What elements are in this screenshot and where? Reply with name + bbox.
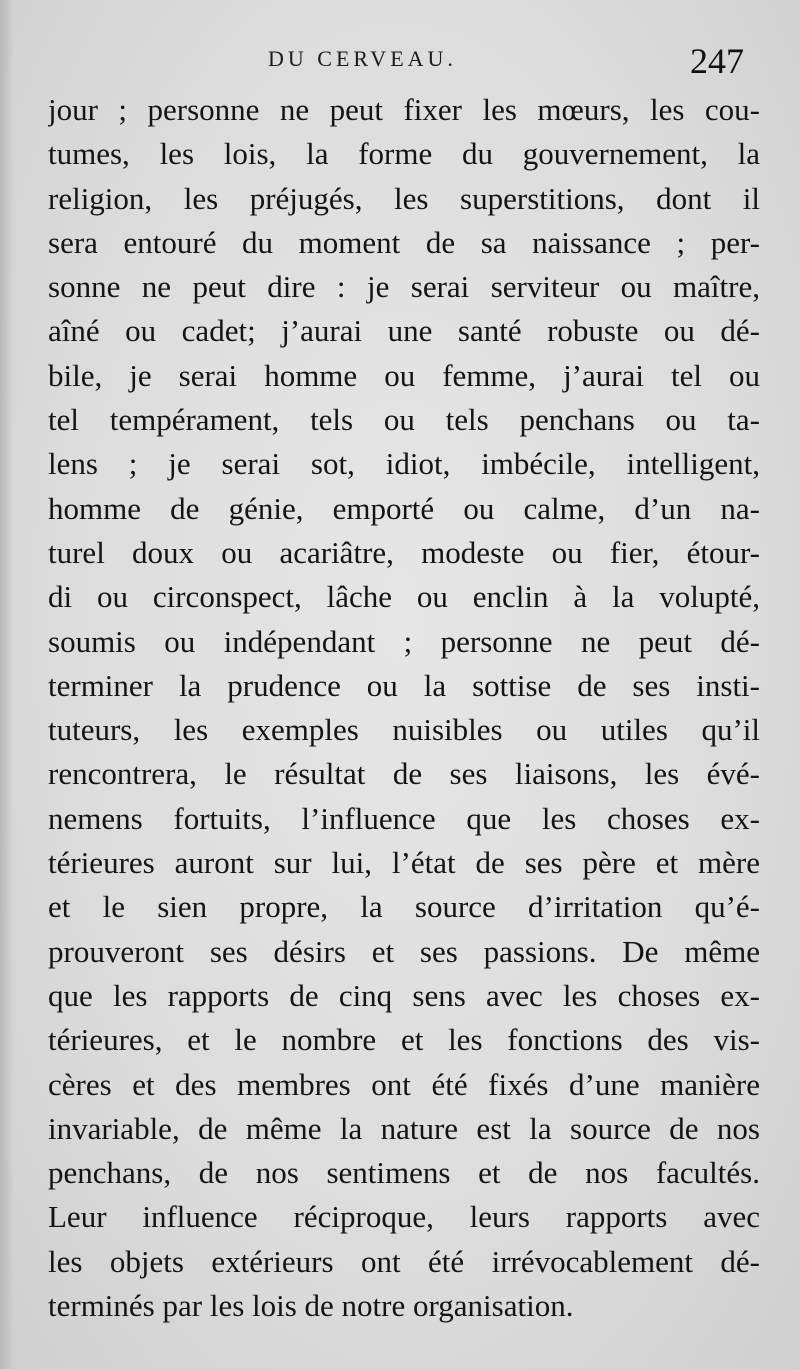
text-line: lens ; je serai sot, idiot, imbécile, intelligent,	[48, 446, 760, 482]
text-line: prouveront ses désirs et ses passions. De même	[48, 933, 760, 969]
page-number: 247	[690, 41, 744, 81]
text-line: turel doux ou acariâtre, modeste ou fier, étour-	[48, 534, 760, 570]
text-line: aîné ou cadet; j’aurai une santé robuste ou dé-	[48, 313, 760, 349]
text-line: invariable, de même la nature est la source de nos	[48, 1110, 760, 1146]
text-line: terminés par les lois de notre organisation.	[48, 1288, 574, 1324]
text-line: que les rapports de cinq sens avec les choses ex-	[48, 977, 760, 1013]
text-line: cères et des membres ont été fixés d’une manière	[48, 1066, 760, 1102]
text-line: di ou circonspect, lâche ou enclin à la volupté,	[48, 579, 760, 615]
text-line: térieures auront sur lui, l’état de ses père et mère	[48, 845, 760, 881]
page-header	[0, 40, 800, 90]
text-line: tel tempérament, tels ou tels penchans ou ta-	[48, 402, 760, 438]
text-line: tuteurs, les exemples nuisibles ou utiles qu’il	[48, 712, 760, 748]
text-line: homme de génie, emporté ou calme, d’un na-	[48, 490, 760, 526]
text-line: térieures, et le nombre et les fonctions des vis-	[48, 1022, 760, 1058]
text-line: rencontrera, le résultat de ses liaisons, les évé-	[48, 756, 760, 792]
text-line: bile, je serai homme ou femme, j’aurai tel ou	[48, 357, 760, 393]
text-line: religion, les préjugés, les superstitions, dont il	[48, 180, 760, 216]
text-line: et le sien propre, la source d’irritation qu’é-	[48, 889, 760, 925]
text-line: les objets extérieurs ont été irrévocablement dé-	[48, 1243, 760, 1279]
page-gutter-shadow	[0, 0, 14, 1369]
text-line: sonne ne peut dire : je serai serviteur ou maître,	[48, 269, 760, 305]
text-line: tumes, les lois, la forme du gouvernement, la	[48, 136, 760, 172]
text-line: terminer la prudence ou la sottise de ses insti-	[48, 667, 760, 703]
body-text	[48, 88, 760, 1328]
text-line: Leur influence réciproque, leurs rapports avec	[48, 1199, 760, 1235]
text-line: soumis ou indépendant ; personne ne peut dé-	[48, 623, 760, 659]
text-line: sera entouré du moment de sa naissance ; per-	[48, 224, 760, 260]
text-line: jour ; personne ne peut fixer les mœurs, les cou-	[48, 92, 760, 127]
text-line: nemens fortuits, l’influence que les choses ex-	[48, 800, 760, 836]
text-line: penchans, de nos sentimens et de nos facultés.	[48, 1155, 760, 1191]
running-title: DU CERVEAU.	[268, 46, 457, 71]
